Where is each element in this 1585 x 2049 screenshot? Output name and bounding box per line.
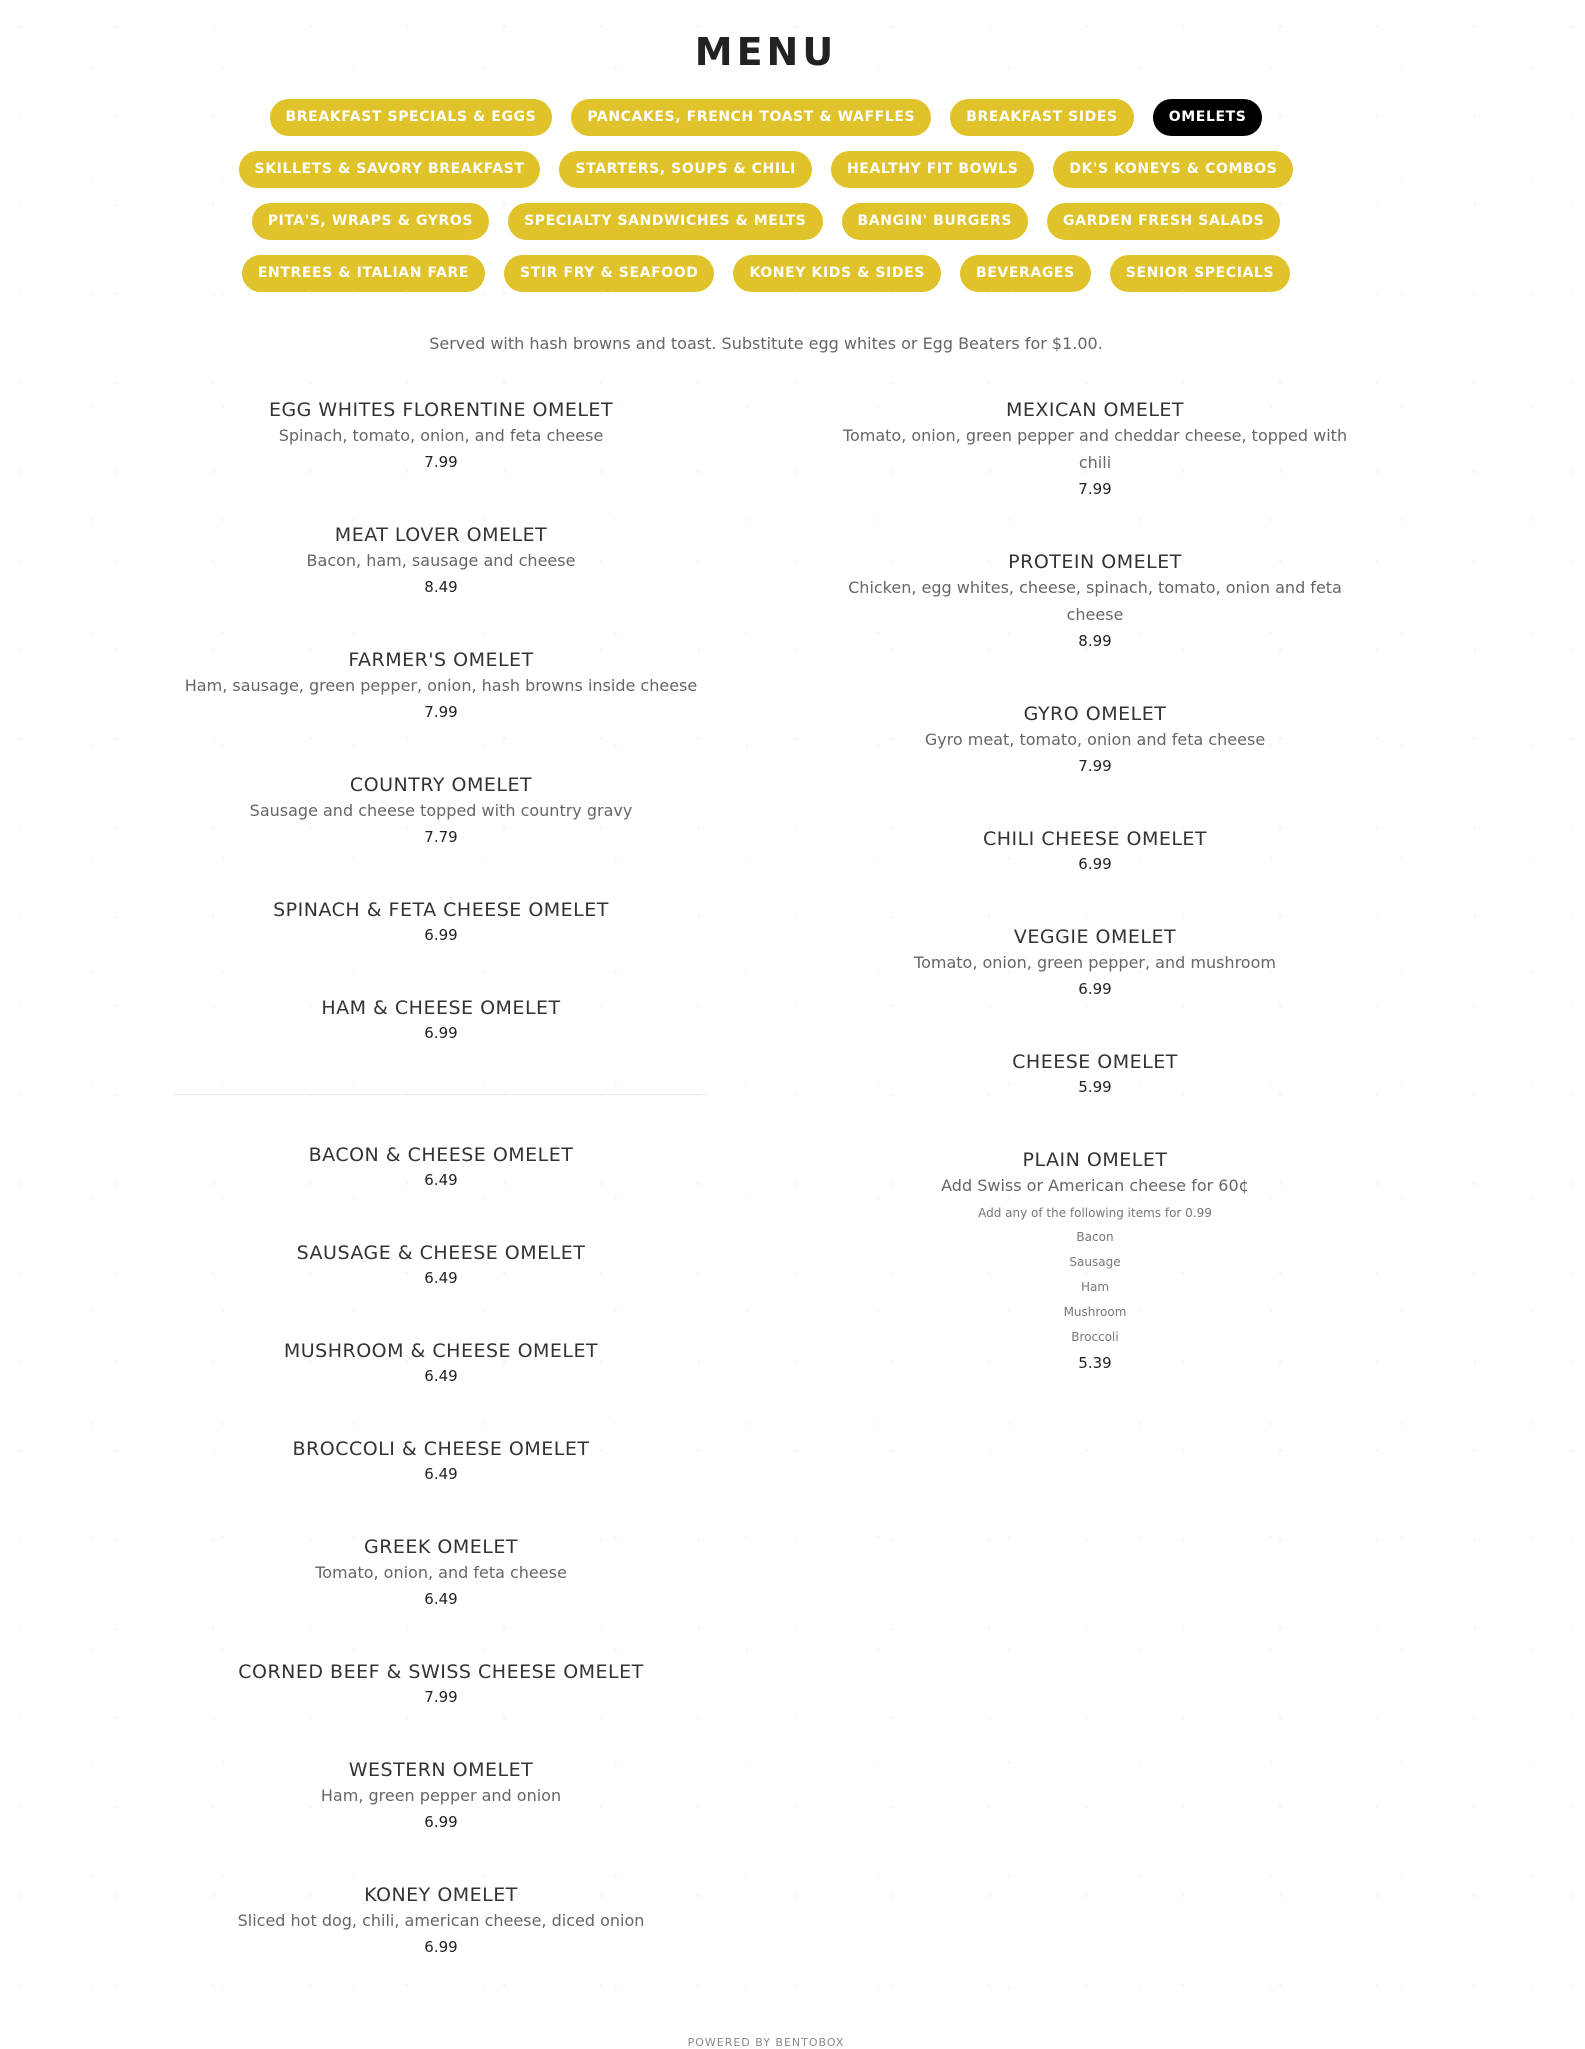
menu-item-description: Bacon, ham, sausage and cheese bbox=[306, 551, 576, 570]
menu-item-price: 6.49 bbox=[424, 1590, 458, 1608]
menu-item bbox=[174, 1660, 708, 1710]
menu-item bbox=[174, 996, 708, 1046]
menu-item bbox=[825, 925, 1365, 1002]
tab-burgers[interactable]: BANGIN' BURGERS bbox=[842, 203, 1029, 240]
menu-item-name: PLAIN OMELET bbox=[1022, 1149, 1168, 1171]
addon-item: Sausage bbox=[1069, 1255, 1121, 1269]
menu-item bbox=[174, 1758, 708, 1835]
menu-item-price: 5.99 bbox=[1078, 1078, 1112, 1096]
menu-item-name: EGG WHITES FLORENTINE OMELET bbox=[268, 399, 614, 421]
menu-item-price: 6.49 bbox=[424, 1367, 458, 1385]
menu-item-name: BACON & CHEESE OMELET bbox=[308, 1144, 574, 1166]
menu-item-description: Sliced hot dog, chili, american cheese, diced onion bbox=[237, 1911, 645, 1930]
menu-item-name: BROCCOLI & CHEESE OMELET bbox=[292, 1438, 590, 1460]
powered-by-footer[interactable]: POWERED BY BENTOBOX bbox=[687, 2036, 845, 2049]
tab-row bbox=[0, 99, 1532, 136]
menu-list-top bbox=[174, 398, 708, 1046]
menu-item bbox=[825, 1050, 1365, 1100]
addon-item: Broccoli bbox=[1071, 1330, 1119, 1344]
menu-item-description: Spinach, tomato, onion, and feta cheese bbox=[278, 426, 604, 445]
menu-item-name: CORNED BEEF & SWISS CHEESE OMELET bbox=[238, 1661, 644, 1683]
tab-beverages[interactable]: BEVERAGES bbox=[960, 255, 1091, 292]
tab-breakfast-specials[interactable]: BREAKFAST SPECIALS & EGGS bbox=[270, 99, 553, 136]
tab-pancakes[interactable]: PANCAKES, FRENCH TOAST & WAFFLES bbox=[571, 99, 931, 136]
menu-item bbox=[174, 648, 708, 725]
menu-item-price: 6.49 bbox=[424, 1171, 458, 1189]
menu-item-price: 8.99 bbox=[1078, 632, 1112, 650]
menu-item-description: Tomato, onion, and feta cheese bbox=[315, 1563, 567, 1582]
menu-list-bottom bbox=[174, 1143, 708, 1960]
tab-entrees[interactable]: ENTREES & ITALIAN FARE bbox=[242, 255, 485, 292]
menu-item-name: MEAT LOVER OMELET bbox=[334, 524, 548, 546]
menu-item-price: 7.79 bbox=[424, 828, 458, 846]
menu-item bbox=[174, 1339, 708, 1389]
menu-item-price: 7.99 bbox=[424, 1688, 458, 1706]
tab-omelets[interactable]: OMELETS bbox=[1153, 99, 1263, 136]
menu-item-description: Ham, sausage, green pepper, onion, hash browns inside cheese bbox=[184, 676, 698, 695]
menu-item-name: GYRO OMELET bbox=[1023, 703, 1167, 725]
menu-item bbox=[825, 398, 1365, 502]
menu-item-name: SPINACH & FETA CHEESE OMELET bbox=[273, 899, 609, 921]
tab-senior-specials[interactable]: SENIOR SPECIALS bbox=[1110, 255, 1290, 292]
category-tabs bbox=[0, 99, 1532, 307]
menu-item-name: CHEESE OMELET bbox=[1012, 1051, 1178, 1073]
menu-item bbox=[174, 1883, 708, 1960]
menu-item-description: Add Swiss or American cheese for 60¢ bbox=[941, 1176, 1249, 1195]
page-title: MENU bbox=[694, 30, 838, 74]
menu-list-right bbox=[825, 398, 1365, 1100]
menu-item-description: Chicken, egg whites, cheese, spinach, tomato, onion and feta cheese bbox=[848, 578, 1342, 624]
tab-row bbox=[0, 255, 1532, 292]
menu-item-name: MEXICAN OMELET bbox=[1005, 399, 1185, 421]
menu-item bbox=[174, 398, 708, 475]
menu-item bbox=[174, 1241, 708, 1291]
tab-pitas-wraps[interactable]: PITA'S, WRAPS & GYROS bbox=[252, 203, 489, 240]
menu-item-price: 6.99 bbox=[1078, 855, 1112, 873]
addon-note: Add any of the following items for 0.99 bbox=[978, 1206, 1212, 1220]
menu-item-price: 7.99 bbox=[424, 703, 458, 721]
menu-item bbox=[174, 1437, 708, 1487]
menu-item bbox=[174, 1535, 708, 1612]
menu-item-price: 6.49 bbox=[424, 1269, 458, 1287]
tab-row bbox=[0, 151, 1532, 188]
tab-row bbox=[0, 203, 1532, 240]
menu-item-description: Sausage and cheese topped with country gravy bbox=[249, 801, 633, 820]
tab-koneys-combos[interactable]: DK'S KONEYS & COMBOS bbox=[1053, 151, 1293, 188]
menu-item-name: VEGGIE OMELET bbox=[1013, 926, 1177, 948]
menu-item-description: Tomato, onion, green pepper and cheddar cheese, topped with chili bbox=[842, 426, 1348, 472]
menu-item bbox=[825, 702, 1365, 779]
menu-item-price: 8.49 bbox=[424, 578, 458, 596]
menu-item-price: 7.99 bbox=[1078, 480, 1112, 498]
menu-item bbox=[174, 898, 708, 948]
menu-item-name: COUNTRY OMELET bbox=[349, 774, 533, 796]
menu-item bbox=[174, 1143, 708, 1193]
menu-item-price: 5.39 bbox=[1078, 1354, 1112, 1372]
menu-item-name: SAUSAGE & CHEESE OMELET bbox=[296, 1242, 586, 1264]
tab-koney-kids[interactable]: KONEY KIDS & SIDES bbox=[733, 255, 941, 292]
menu-item-description: Ham, green pepper and onion bbox=[320, 1786, 562, 1805]
menu-item-description: Tomato, onion, green pepper, and mushroom bbox=[914, 953, 1276, 972]
menu-item-name: FARMER'S OMELET bbox=[348, 649, 534, 671]
menu-item-price: 6.99 bbox=[424, 926, 458, 944]
tab-stir-fry[interactable]: STIR FRY & SEAFOOD bbox=[504, 255, 714, 292]
tab-sandwiches[interactable]: SPECIALTY SANDWICHES & MELTS bbox=[508, 203, 822, 240]
menu-item-plain-omelet bbox=[825, 1148, 1365, 1376]
menu-item-name: CHILI CHEESE OMELET bbox=[982, 828, 1208, 850]
menu-item bbox=[174, 773, 708, 850]
menu-item bbox=[174, 523, 708, 600]
menu-item bbox=[825, 827, 1365, 877]
menu-item-description: Gyro meat, tomato, onion and feta cheese bbox=[924, 730, 1266, 749]
divider bbox=[174, 1094, 708, 1095]
tab-healthy-fit-bowls[interactable]: HEALTHY FIT BOWLS bbox=[831, 151, 1034, 188]
menu-item-price: 7.99 bbox=[1078, 757, 1112, 775]
menu-item-price: 6.99 bbox=[424, 1024, 458, 1042]
menu-item-price: 6.99 bbox=[424, 1938, 458, 1956]
menu-item-name: GREEK OMELET bbox=[364, 1536, 518, 1558]
menu-item-name: KONEY OMELET bbox=[364, 1884, 518, 1906]
menu-item-name: MUSHROOM & CHEESE OMELET bbox=[283, 1340, 599, 1362]
addon-item: Ham bbox=[1080, 1280, 1110, 1294]
tab-skillets[interactable]: SKILLETS & SAVORY BREAKFAST bbox=[239, 151, 541, 188]
menu-item-price: 6.99 bbox=[424, 1813, 458, 1831]
tab-breakfast-sides[interactable]: BREAKFAST SIDES bbox=[950, 99, 1134, 136]
tab-starters[interactable]: STARTERS, SOUPS & CHILI bbox=[559, 151, 811, 188]
menu-item-name: HAM & CHEESE OMELET bbox=[321, 997, 561, 1019]
menu-item-price: 6.99 bbox=[1078, 980, 1112, 998]
menu-item bbox=[825, 550, 1365, 654]
menu-column-left bbox=[174, 398, 708, 2008]
addon-item: Mushroom bbox=[1063, 1305, 1127, 1319]
addon-item: Bacon bbox=[1076, 1230, 1114, 1244]
menu-item-name: PROTEIN OMELET bbox=[1008, 551, 1182, 573]
menu-column-right bbox=[825, 398, 1365, 1424]
section-description: Served with hash browns and toast. Substitute egg whites or Egg Beaters for $1.00. bbox=[429, 334, 1103, 353]
tab-salads[interactable]: GARDEN FRESH SALADS bbox=[1047, 203, 1280, 240]
menu-item-price: 7.99 bbox=[424, 453, 458, 471]
menu-item-name: WESTERN OMELET bbox=[348, 1759, 534, 1781]
menu-item-price: 6.49 bbox=[424, 1465, 458, 1483]
